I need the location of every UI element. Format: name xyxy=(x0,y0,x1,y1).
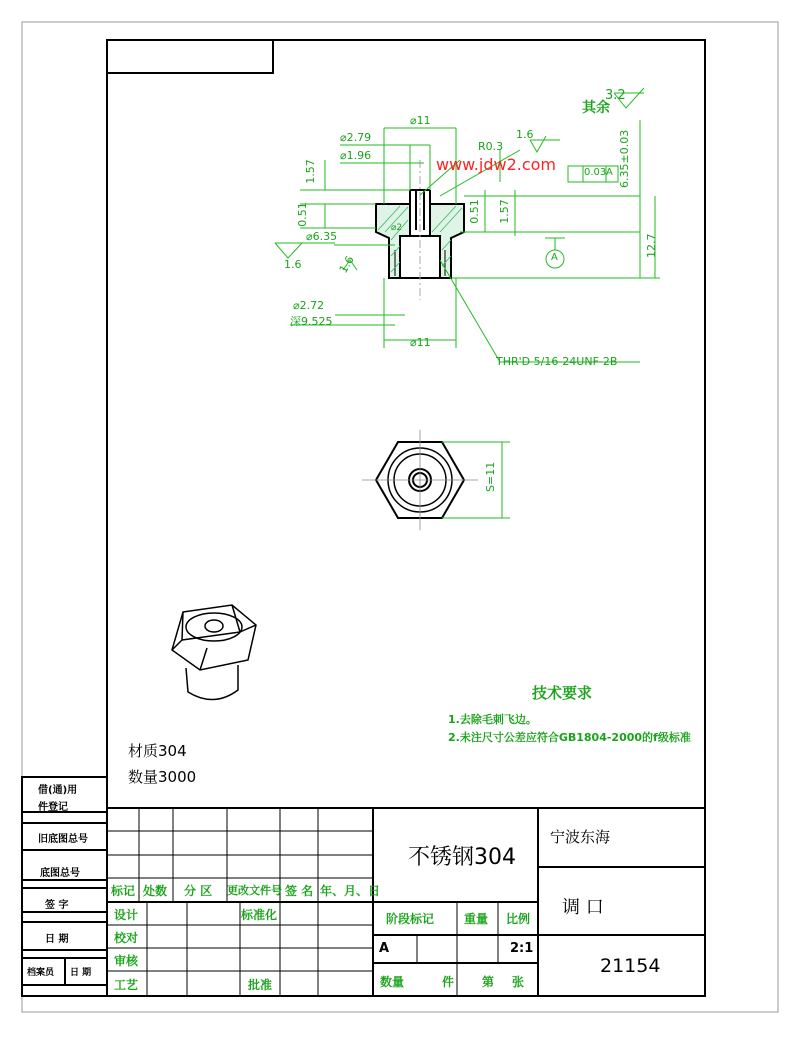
stage-value: A xyxy=(379,941,390,956)
dim-h157: 1.57 xyxy=(303,159,317,184)
weight-label: 重量 xyxy=(464,912,489,926)
hex-centerlines xyxy=(362,430,478,530)
scale-value: 2:1 xyxy=(510,941,534,956)
side-r6b: 日 期 xyxy=(70,968,92,978)
roughness-label: 其余 xyxy=(582,100,610,116)
datum-a: A xyxy=(551,252,558,263)
approve-label: 批准 xyxy=(248,978,273,992)
dim-h051: 0.51 xyxy=(295,202,309,227)
dim-v157: 1.57 xyxy=(497,199,511,224)
roughness-value: 3.2 xyxy=(605,88,626,103)
dim-h127: 12.7 xyxy=(645,233,658,258)
thread-callout: THR'D 5/16-24UNF-2B xyxy=(496,355,618,368)
sheet-of-label: 张 xyxy=(512,975,525,989)
side-r4: 签 字 xyxy=(45,900,69,911)
dim-v051: 0.51 xyxy=(467,199,481,224)
quantity-note: 数量3000 xyxy=(128,768,197,786)
dim-depth: 深9.525 xyxy=(290,315,333,328)
drawing-number: 21154 xyxy=(600,955,661,977)
tech-title: 技术要求 xyxy=(532,684,593,702)
gtol-datum: A xyxy=(606,167,613,178)
material-note: 材质304 xyxy=(128,742,187,760)
hdr-change-doc: 更改文件号 xyxy=(227,884,282,897)
dim-d2: ⌀2 xyxy=(391,223,403,233)
process-label: 工艺 xyxy=(114,978,139,992)
iso-view xyxy=(172,605,256,700)
hdr-zone: 分 区 xyxy=(184,884,213,898)
watermark: www.jdw2.com xyxy=(436,155,556,174)
side-r1b: 件登记 xyxy=(38,802,68,813)
side-r6a: 档案员 xyxy=(27,968,55,978)
dim-d279: ⌀2.79 xyxy=(340,131,372,144)
top-left-box xyxy=(107,40,273,73)
qty-label: 数量 xyxy=(380,975,405,989)
material-title: 不锈钢304 xyxy=(408,845,516,870)
dim-d196: ⌀1.96 xyxy=(340,149,372,162)
check-label: 校对 xyxy=(114,931,139,945)
dimension-lines xyxy=(275,88,660,362)
dim-bottom-width: ⌀11 xyxy=(410,336,431,349)
company-name: 宁波东海 xyxy=(550,828,611,846)
dim-tolerance: 6.35±0.03 xyxy=(618,129,631,188)
hdr-count: 处数 xyxy=(143,884,168,898)
stage-label: 阶段标记 xyxy=(386,912,435,926)
side-r3: 底图总号 xyxy=(40,868,80,879)
sheet-label: 第 xyxy=(482,975,495,989)
tech-line1: 1.去除毛刺飞边。 xyxy=(448,713,537,726)
side-r2: 旧底图总号 xyxy=(38,834,88,845)
standard-label: 标准化 xyxy=(241,908,278,922)
hdr-sign: 签 名 xyxy=(285,884,314,898)
dim-d272: ⌀2.72 xyxy=(293,299,325,312)
dim-r16: 1.6 xyxy=(516,128,534,141)
side-r5: 日 期 xyxy=(45,934,69,945)
side-r1a: 借(通)用 xyxy=(38,785,78,796)
part-name: 调 口 xyxy=(562,897,604,918)
dim-r03: R0.3 xyxy=(478,140,504,153)
rough-left: 1.6 xyxy=(284,258,302,271)
scale-label: 比例 xyxy=(506,912,531,926)
piece-label: 件 xyxy=(442,975,455,989)
dim-s11: S=11 xyxy=(484,461,497,492)
dim-top-width: ⌀11 xyxy=(410,114,431,127)
hdr-mark: 标记 xyxy=(111,884,136,898)
gtol-value: 0.03 xyxy=(584,167,607,178)
review-label: 审核 xyxy=(114,954,139,968)
hdr-date: 年、月、日 xyxy=(320,884,381,898)
rough-mid: 1.6 xyxy=(336,253,357,276)
dim-d635: ⌀6.35 xyxy=(306,230,338,243)
design-label: 设计 xyxy=(114,908,139,922)
tech-line2: 2.未注尺寸公差应符合GB1804-2000的f级标准 xyxy=(448,731,691,744)
